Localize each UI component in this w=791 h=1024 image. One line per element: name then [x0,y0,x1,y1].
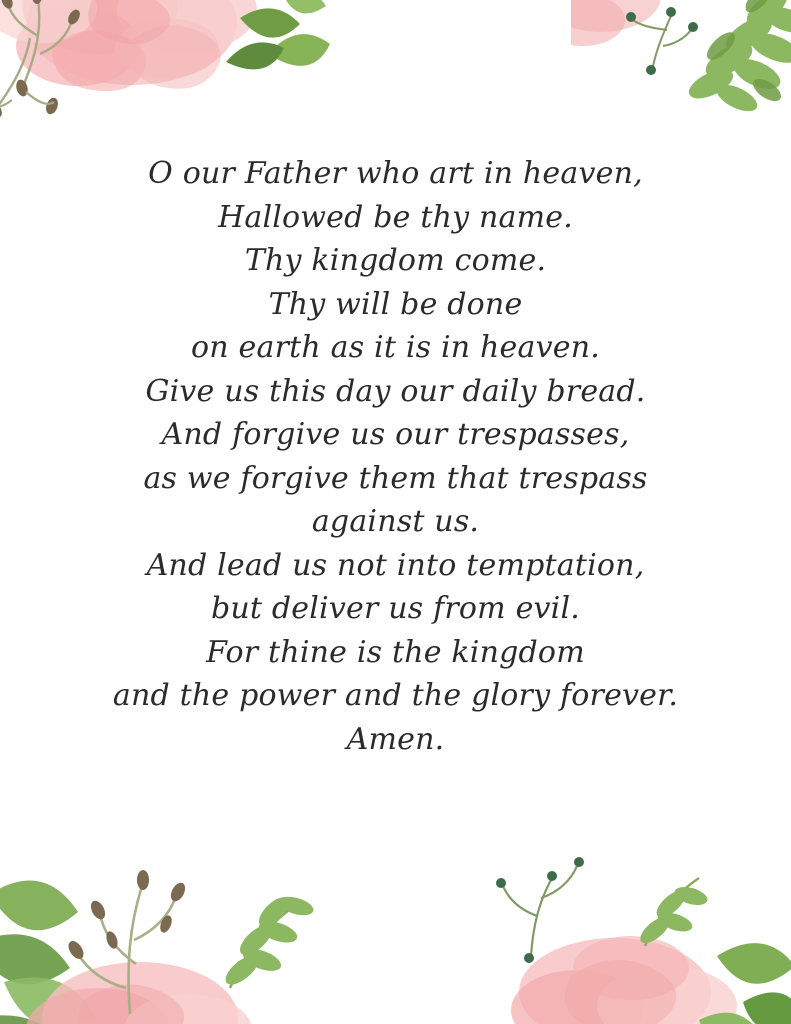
prayer-line: but deliver us from evil. [210,591,580,626]
prayer-line: For thine is the kingdom [206,634,585,670]
prayer-line: O our Father who art in heaven, [148,156,643,191]
prayer-line: Thy will be done [268,286,523,322]
foliage-olive-branch-icon [571,0,791,175]
prayer-line: and the power and the glory forever. [112,678,679,713]
prayer-text [0,152,791,761]
foliage-leaves-icon [0,774,400,1024]
prayer-line: Hallowed be thy name. [218,199,573,235]
prayer-line: as we forgive them that trespass [143,460,648,496]
prayer-line: on earth as it is in heaven. [191,330,600,365]
floral-cluster-pink-roses-icon [485,806,791,1024]
prayer-line: against us. [311,504,480,539]
prayer-line: And lead us not into temptation, [146,547,645,583]
floral-cluster-pink-roses-icon [0,0,362,167]
prayer-line: And forgive us our trespasses, [161,417,630,452]
prayer-line: Give us this day our daily bread. [145,373,646,409]
prayer-line: Thy kingdom come. [244,243,547,278]
prayer-line: Amen. [346,721,445,757]
